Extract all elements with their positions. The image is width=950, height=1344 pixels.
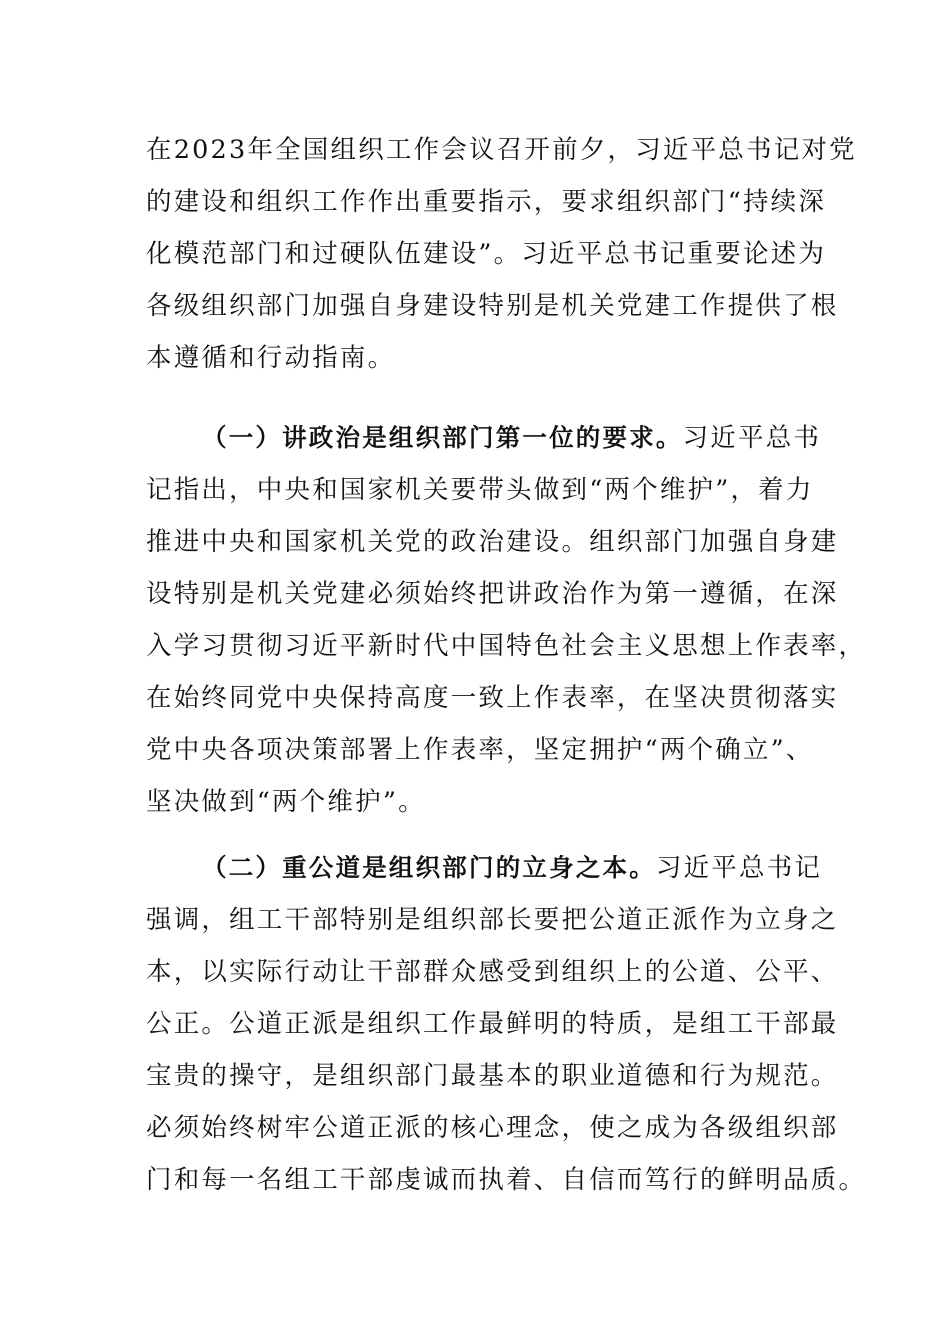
section-two-paragraph: [146, 842, 867, 1206]
section-one-paragraph: [146, 412, 867, 828]
paragraph-line: 化模范部门和过硬队伍建设”。习近平总书记重要论述为: [146, 239, 827, 269]
section-heading: （一）讲政治是组织部门第一位的要求。: [202, 423, 683, 452]
paragraph-line: 在始终同党中央保持高度一致上作表率，在坚决贯彻落实: [146, 683, 839, 713]
paragraph-line: 推进中央和国家机关党的政治建设。组织部门加强自身建: [146, 527, 839, 557]
paragraph-line: 宝贵的操守，是组织部门最基本的职业道德和行为规范。: [146, 1061, 839, 1091]
paragraph-line: 坚决做到“两个维护”。: [146, 787, 426, 817]
paragraph-line: 强调，组工干部特别是组织部长要把公道正派作为立身之: [146, 905, 839, 935]
paragraph-line: 设特别是机关党建必须始终把讲政治作为第一遵循，在深: [146, 579, 839, 609]
paragraph-line: 在2023年全国组织工作会议召开前夕，习近平总书记对党: [146, 135, 857, 165]
paragraph-first-line: [146, 412, 822, 464]
paragraph-line: 记指出，中央和国家机关要带头做到“两个维护”，着力: [146, 475, 814, 505]
heading-followup-text: 习近平总书记: [655, 853, 823, 883]
intro-paragraph: [146, 124, 857, 384]
paragraph-first-line: [146, 842, 823, 894]
paragraph-line: 门和每一名组工干部虔诚而执着、自信而笃行的鲜明品质。: [146, 1165, 867, 1195]
paragraph-line: 必须始终树牢公道正派的核心理念，使之成为各级组织部: [146, 1113, 839, 1143]
paragraph-line: 各级组织部门加强自身建设特别是机关党建工作提供了根: [146, 291, 839, 321]
paragraph-line: 本遵循和行动指南。: [146, 343, 396, 373]
section-heading: （二）重公道是组织部门的立身之本。: [202, 853, 656, 882]
paragraph-line: 的建设和组织工作作出重要指示，要求组织部门“持续深: [146, 187, 827, 217]
paragraph-line: 公正。公道正派是组织工作最鲜明的特质，是组工干部最: [146, 1009, 839, 1039]
paragraph-line: 党中央各项决策部署上作表率，坚定拥护“两个确立”、: [146, 735, 814, 765]
paragraph-line: 入学习贯彻习近平新时代中国特色社会主义思想上作表率，: [146, 631, 867, 661]
heading-followup-text: 习近平总书: [682, 423, 822, 453]
paragraph-line: 本，以实际行动让干部群众感受到组织上的公道、公平、: [146, 957, 839, 987]
